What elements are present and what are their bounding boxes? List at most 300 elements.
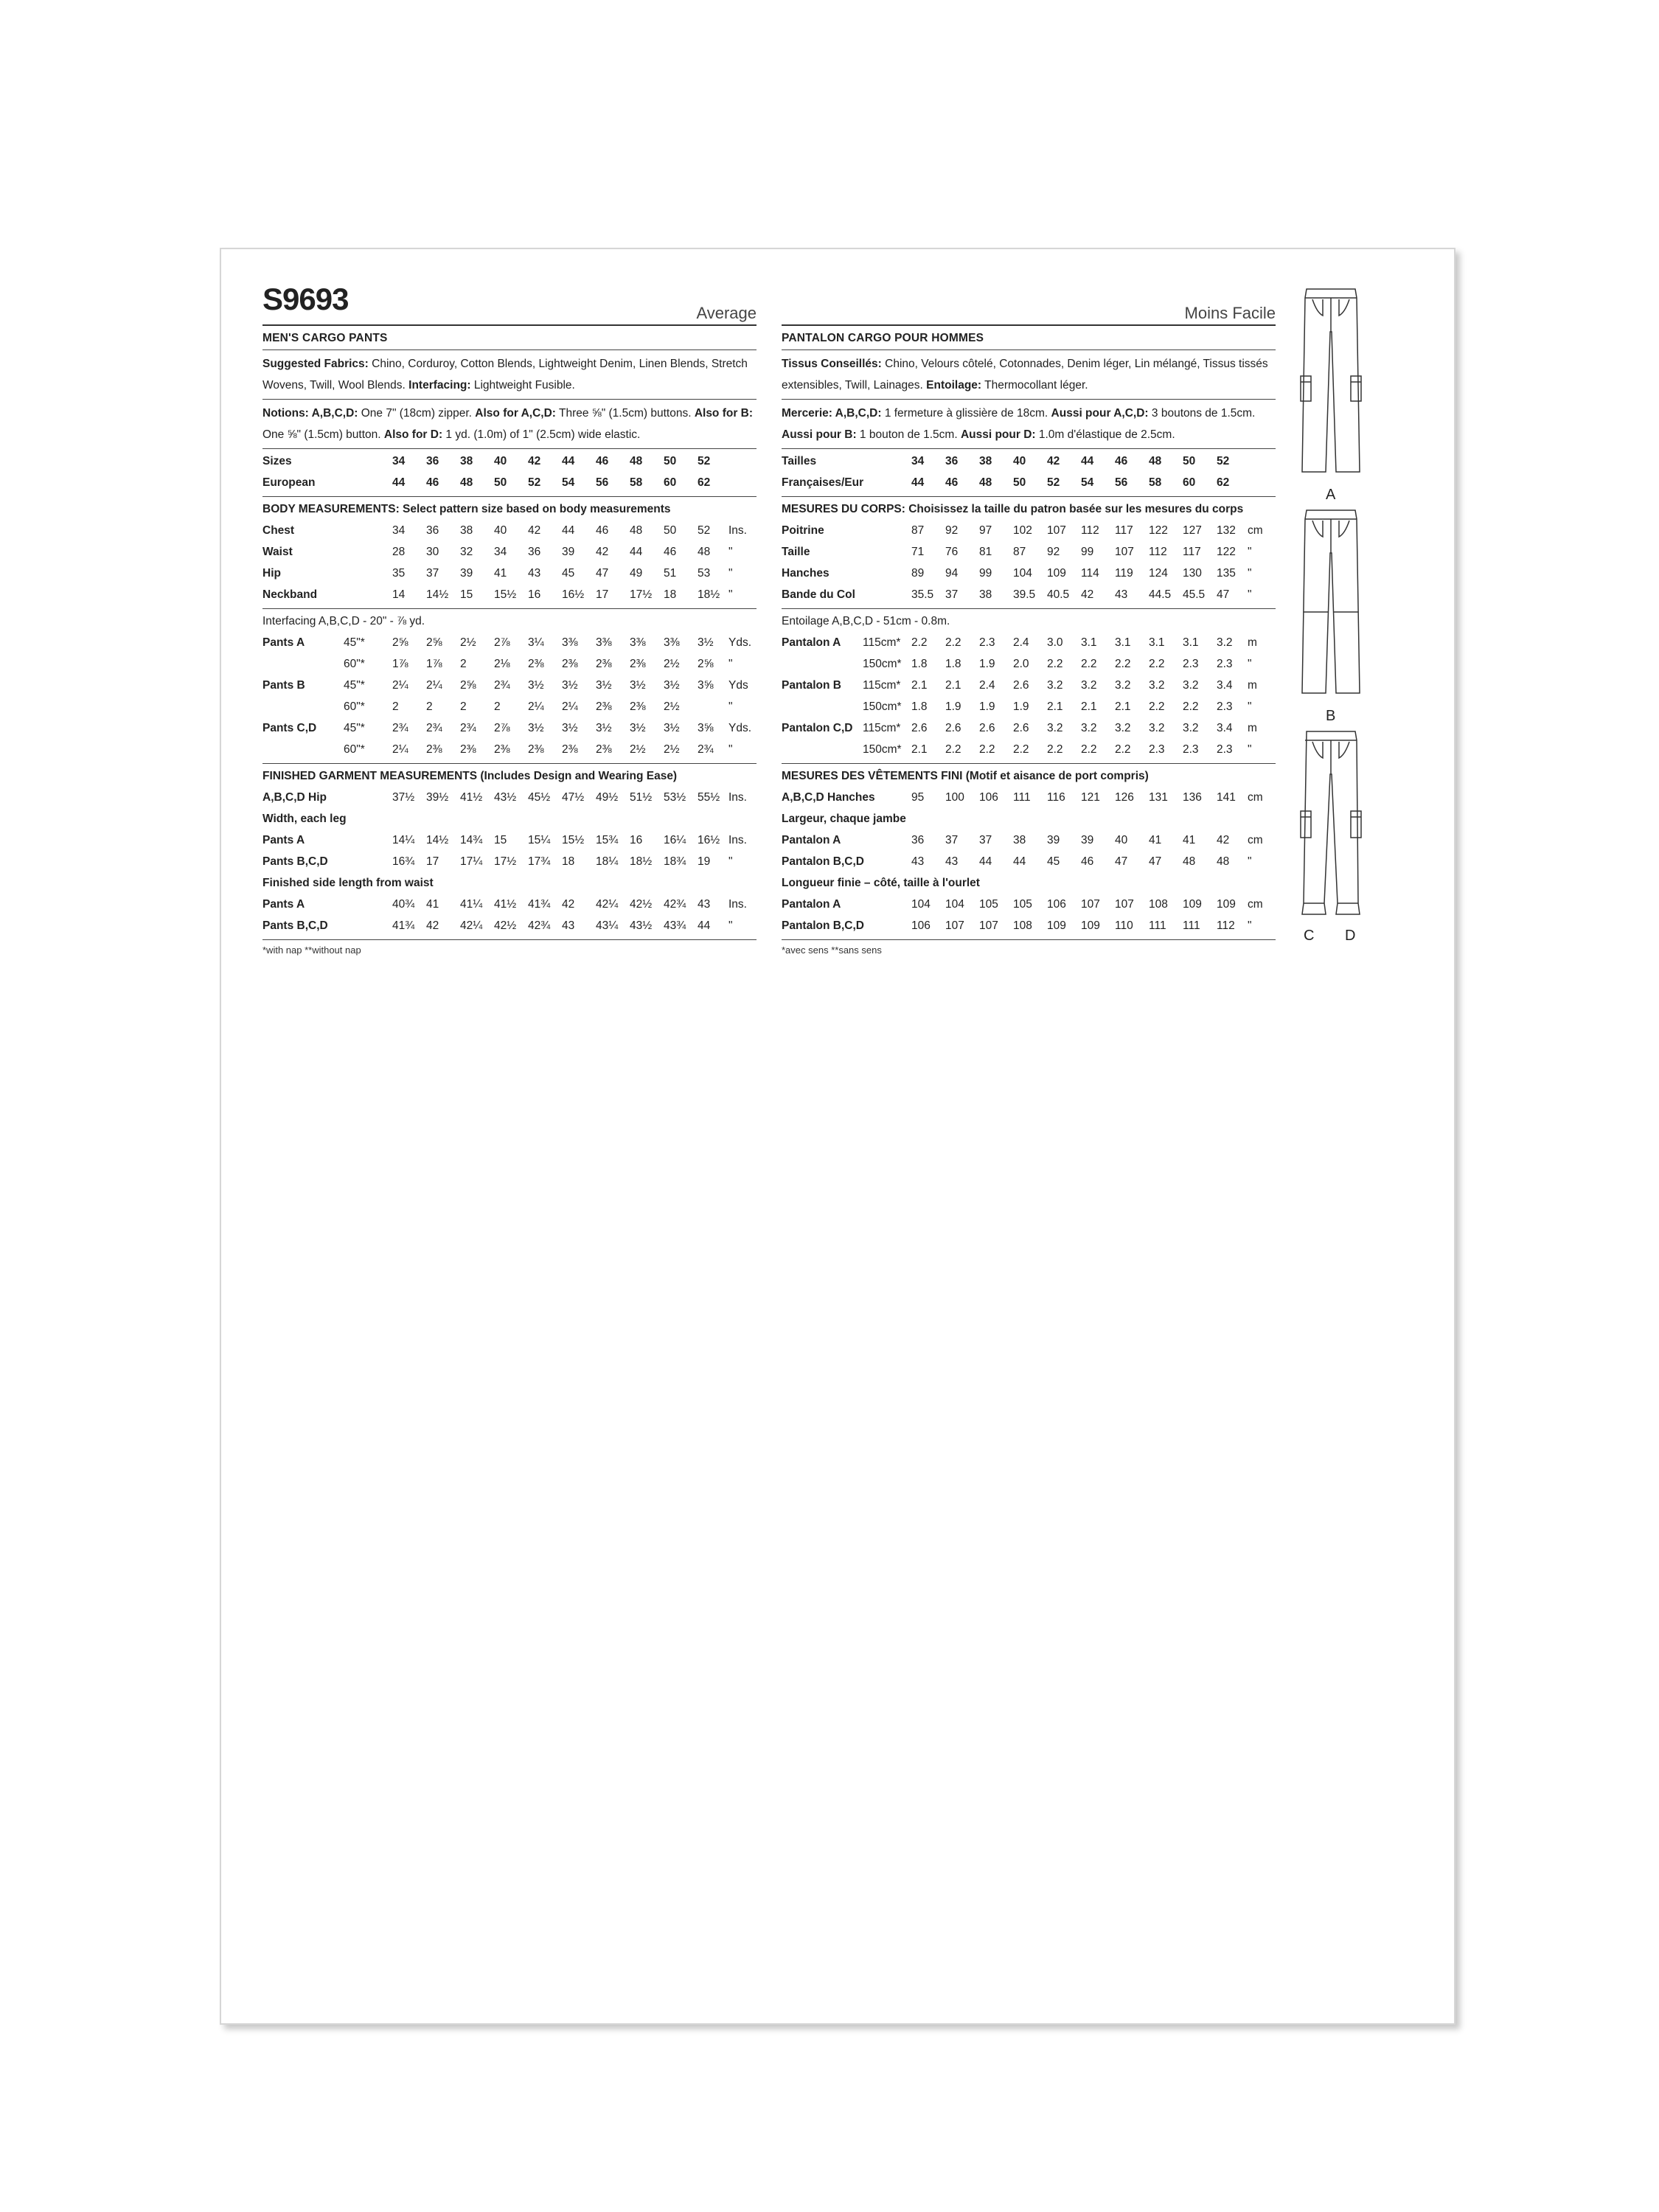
size-value: 36 — [945, 455, 959, 467]
size-value: 42 — [1047, 455, 1060, 467]
cell-value: 2¾ — [460, 722, 476, 734]
cell-value: 40 — [1115, 834, 1128, 846]
fabric-width: 45"* — [344, 679, 365, 692]
cell-value: 37 — [979, 834, 992, 846]
cell-value: 94 — [945, 567, 959, 580]
cell-value: 2⅜ — [562, 743, 578, 756]
row-label: A,B,C,D Hip — [262, 791, 327, 804]
hip-rows-fr — [782, 787, 1276, 808]
cell-value: 3⅜ — [664, 636, 680, 649]
cell-value: 2.2 — [1047, 743, 1063, 756]
cell-value: 2.2 — [1149, 700, 1165, 713]
cell-value: 14½ — [426, 588, 449, 601]
length-rows-fr — [782, 894, 1276, 936]
notions-paragraph — [262, 400, 757, 449]
english-column — [262, 282, 757, 956]
cell-value: 43 — [698, 898, 711, 911]
interfacing-yardage-text: Interfacing A,B,C,D - 20" - ⅞ yd. — [262, 615, 425, 627]
cell-value: 2½ — [630, 743, 646, 756]
size-value: 36 — [426, 455, 439, 467]
interfacing-label: Interfacing: — [408, 379, 471, 392]
cell-value: 2.1 — [1081, 700, 1097, 713]
unit-label: " — [1248, 588, 1252, 601]
cell-value: 43 — [911, 855, 925, 868]
pattern-title-fr: PANTALON CARGO POUR HOMMES — [782, 326, 1276, 350]
cell-value: 39 — [1047, 834, 1060, 846]
row-label: Bande du Col — [782, 588, 855, 601]
cell-value: 107 — [1115, 898, 1134, 911]
cell-value: 135 — [1217, 567, 1236, 580]
table-row — [262, 632, 757, 653]
cell-value: 104 — [1013, 567, 1032, 580]
size-value: 48 — [1149, 455, 1162, 467]
cell-value: 41¼ — [460, 898, 483, 911]
cell-value: 117 — [1115, 524, 1133, 537]
cell-value: 34 — [494, 546, 507, 558]
table-row — [782, 653, 1276, 675]
cell-value: 108 — [1013, 919, 1032, 932]
cell-value: 45 — [562, 567, 575, 580]
fabrics-text: Chino, Corduroy, Cotton Blends, Lightweight Denim, Linen Blends, Stretch Wovens, Twill, Wool Blends. — [262, 358, 748, 392]
cell-value: 1.9 — [945, 700, 961, 713]
cell-value: 40.5 — [1047, 588, 1070, 601]
size-value: 50 — [1183, 455, 1196, 467]
cell-value: 18½ — [630, 855, 653, 868]
cell-value: 2⅝ — [460, 679, 476, 692]
cell-value: 3.2 — [1081, 722, 1097, 734]
cell-value: 3.2 — [1047, 722, 1063, 734]
footnote: *with nap **without nap — [262, 945, 361, 956]
cell-value: 2½ — [664, 700, 680, 713]
cell-value: 3.1 — [1149, 636, 1165, 649]
cell-value: 53 — [698, 567, 711, 580]
notions-paragraph-fr — [782, 400, 1276, 449]
cell-value: 35 — [392, 567, 406, 580]
cell-value: 127 — [1183, 524, 1202, 537]
cell-value: 42¾ — [664, 898, 686, 911]
cell-value: 18½ — [698, 588, 720, 601]
interfacing-text-fr: Thermocollant léger. — [981, 379, 1088, 392]
row-label: Françaises/Eur — [782, 476, 864, 489]
interfacing-yardage-fr — [782, 611, 1276, 632]
fabric-width: 115cm* — [863, 722, 901, 734]
cell-value: 40¾ — [392, 898, 415, 911]
unit-label: cm — [1248, 834, 1263, 846]
cell-value: 2.2 — [1013, 743, 1029, 756]
size-value: 50 — [494, 476, 507, 489]
size-value: 58 — [1149, 476, 1162, 489]
cell-value: 49½ — [596, 791, 619, 804]
sizes-row — [262, 451, 757, 472]
cell-value: 3½ — [630, 679, 646, 692]
cell-value: 2⅝ — [392, 636, 408, 649]
cell-value: 43 — [528, 567, 541, 580]
cell-value: 2.1 — [911, 679, 928, 692]
cell-value: 3.2 — [1115, 679, 1131, 692]
cell-value: 3.2 — [1183, 722, 1199, 734]
fabric-width: 45"* — [344, 722, 365, 734]
cell-value: 1.8 — [911, 700, 928, 713]
cell-value: 39½ — [426, 791, 449, 804]
cell-value: 3½ — [562, 679, 578, 692]
cell-value: 3½ — [562, 722, 578, 734]
cell-value: 121 — [1081, 791, 1100, 804]
interfacing-label-fr: Entoilage: — [926, 379, 982, 392]
row-label: Pants A — [262, 636, 305, 649]
cell-value: 110 — [1115, 919, 1133, 932]
size-value: 60 — [1183, 476, 1196, 489]
table-row — [782, 541, 1276, 563]
cell-value: 17 — [426, 855, 439, 868]
cell-value: 43¾ — [664, 919, 686, 932]
cell-value: 2⅜ — [494, 743, 510, 756]
table-row — [782, 520, 1276, 541]
cell-value: 109 — [1217, 898, 1236, 911]
table-row — [782, 851, 1276, 872]
cell-value: 3.2 — [1149, 679, 1165, 692]
size-value: 62 — [1217, 476, 1230, 489]
size-value: 38 — [460, 455, 473, 467]
cell-value: 43½ — [494, 791, 517, 804]
table-row — [262, 653, 757, 675]
french-column — [782, 288, 1276, 956]
table-row — [262, 851, 757, 872]
cell-value: 2.3 — [1183, 658, 1199, 670]
cell-value: 46 — [1081, 855, 1094, 868]
row-label: Pants A — [262, 898, 305, 911]
unit-label: " — [728, 546, 733, 558]
cell-value: 2¼ — [562, 700, 578, 713]
size-value: 46 — [596, 455, 609, 467]
cell-value: 16¼ — [664, 834, 686, 846]
unit-label: Ins. — [728, 834, 747, 846]
cell-value: 104 — [911, 898, 931, 911]
unit-label: " — [728, 588, 733, 601]
cell-value: 18 — [664, 588, 677, 601]
table-row — [262, 830, 757, 851]
cell-value: 39 — [460, 567, 473, 580]
cell-value: 18¾ — [664, 855, 686, 868]
cell-value: 19 — [698, 855, 711, 868]
unit-label: " — [728, 658, 733, 670]
notions-b-label-fr: Aussi pour B: — [782, 428, 857, 441]
cell-value: 124 — [1149, 567, 1168, 580]
body-measurements-heading-fr: MESURES DU CORPS: Choisissez la taille du patron basée sur les mesures du corps — [782, 503, 1244, 515]
cell-value: 2.2 — [1149, 658, 1165, 670]
cell-value: 44 — [698, 919, 711, 932]
cell-value: 43 — [1115, 588, 1128, 601]
cell-value: 89 — [911, 567, 925, 580]
table-row — [262, 739, 757, 760]
unit-label: cm — [1248, 898, 1263, 911]
cell-value: 41¾ — [528, 898, 551, 911]
table-row — [262, 717, 757, 739]
cell-value: 2⅜ — [528, 658, 544, 670]
cell-value: 2.2 — [1115, 658, 1131, 670]
notions-acd-label-fr: Aussi pour A,C,D: — [1051, 407, 1149, 420]
fabric-yardage-rows-fr — [782, 632, 1276, 760]
cell-value: 43 — [562, 919, 575, 932]
cell-value: 42¾ — [528, 919, 551, 932]
fabric-width: 60"* — [344, 700, 365, 713]
cell-value: 132 — [1217, 524, 1236, 537]
cell-value: 81 — [979, 546, 992, 558]
row-label: Taille — [782, 546, 810, 558]
size-value: 52 — [528, 476, 541, 489]
cell-value: 2.4 — [979, 679, 995, 692]
cell-value: 15¾ — [596, 834, 619, 846]
table-row — [262, 584, 757, 605]
cell-value: 36 — [528, 546, 541, 558]
cell-value: 2⅛ — [494, 658, 510, 670]
fabric-width: 45"* — [344, 636, 365, 649]
unit-label: cm — [1248, 791, 1263, 804]
cell-value: 3.2 — [1149, 722, 1165, 734]
cell-value: 49 — [630, 567, 643, 580]
cell-value: 47½ — [562, 791, 585, 804]
cell-value: 126 — [1115, 791, 1134, 804]
unit-label: Yds. — [728, 722, 752, 734]
body-measurements-rows — [262, 520, 757, 605]
cell-value: 2¼ — [392, 743, 408, 756]
row-label: Pantalon A — [782, 636, 841, 649]
cell-value: 34 — [392, 524, 406, 537]
size-value: 46 — [426, 476, 439, 489]
finished-measurements-heading-fr: MESURES DES VÊTEMENTS FINI (Motif et aisance de port compris) — [782, 770, 1149, 782]
cell-value: 2 — [460, 700, 467, 713]
size-value: 44 — [562, 455, 575, 467]
cell-value: 43¼ — [596, 919, 619, 932]
notions-label-fr: Mercerie: A,B,C,D: — [782, 407, 882, 420]
cell-value: 2¼ — [392, 679, 408, 692]
length-heading-fr — [782, 872, 1276, 894]
notions-text-fr: 1 fermeture à glissière de 18cm. — [881, 407, 1051, 420]
cell-value: 40 — [494, 524, 507, 537]
body-measurements-rows-fr — [782, 520, 1276, 605]
cell-value: 2.1 — [1047, 700, 1063, 713]
row-label: Pantalon C,D — [782, 722, 853, 734]
unit-label: " — [1248, 546, 1252, 558]
cell-value: 42¼ — [460, 919, 483, 932]
cell-value: 16¾ — [392, 855, 415, 868]
difficulty-level: Average — [696, 304, 757, 322]
cell-value: 41 — [426, 898, 439, 911]
size-value: 62 — [698, 476, 711, 489]
cell-value: 1.9 — [979, 700, 995, 713]
width-heading — [262, 808, 757, 830]
cell-value: 2.3 — [1149, 743, 1165, 756]
cell-value: 37½ — [392, 791, 415, 804]
cell-value: 42½ — [630, 898, 653, 911]
unit-label: cm — [1248, 524, 1263, 537]
cell-value: 3⅝ — [698, 679, 714, 692]
cell-value: 3½ — [596, 722, 612, 734]
cell-value: 17¼ — [460, 855, 483, 868]
cell-value: 42 — [596, 546, 609, 558]
cell-value: 2.2 — [945, 743, 961, 756]
table-row — [262, 915, 757, 936]
cell-value: 95 — [911, 791, 925, 804]
notions-d-label-fr: Aussi pour D: — [960, 428, 1036, 441]
cell-value: 2.1 — [911, 743, 928, 756]
cell-value: 3½ — [664, 679, 680, 692]
notions-b-label: Also for B: — [694, 407, 754, 420]
notions-b-text: One ⅝" (1.5cm) button. — [262, 428, 384, 441]
cell-value: 15 — [460, 588, 473, 601]
unit-label: Yds — [728, 679, 748, 692]
cell-value: 36 — [426, 524, 439, 537]
cell-value: 122 — [1217, 546, 1236, 558]
cell-value: 2¾ — [698, 743, 714, 756]
cell-value: 2⅜ — [562, 658, 578, 670]
row-label: Waist — [262, 546, 293, 558]
cell-value: 38 — [460, 524, 473, 537]
cell-value: 37 — [945, 834, 959, 846]
size-value: 54 — [562, 476, 575, 489]
cell-value: 2.1 — [1115, 700, 1131, 713]
cell-value: 2.3 — [1183, 743, 1199, 756]
view-b-label: B — [1326, 708, 1336, 724]
cell-value: 108 — [1149, 898, 1168, 911]
cell-value: 3.0 — [1047, 636, 1063, 649]
cell-value: 106 — [911, 919, 931, 932]
cell-value: 2¾ — [392, 722, 408, 734]
cell-value: 112 — [1081, 524, 1099, 537]
hip-rows — [262, 787, 757, 808]
cell-value: 16 — [528, 588, 541, 601]
cell-value: 42 — [528, 524, 541, 537]
cell-value: 2¼ — [528, 700, 544, 713]
fabric-yardage-block — [262, 609, 757, 764]
cell-value: 16½ — [562, 588, 585, 601]
cell-value: 44.5 — [1149, 588, 1172, 601]
cell-value: 2½ — [664, 743, 680, 756]
size-value: 44 — [392, 476, 406, 489]
size-value: 52 — [698, 455, 711, 467]
table-row — [782, 563, 1276, 584]
cell-value: 107 — [979, 919, 998, 932]
cell-value: 45½ — [528, 791, 551, 804]
notions-d-text: 1 yd. (1.0m) of 1" (2.5cm) wide elastic. — [442, 428, 641, 441]
interfacing-yardage-text-fr: Entoilage A,B,C,D - 51cm - 0.8m. — [782, 615, 950, 627]
cell-value: 92 — [1047, 546, 1060, 558]
unit-label: " — [1248, 700, 1252, 713]
cell-value: 107 — [1081, 898, 1100, 911]
cell-value: 2.6 — [1013, 722, 1029, 734]
size-value: 54 — [1081, 476, 1094, 489]
cell-value: 42 — [426, 919, 439, 932]
body-measurements-heading: BODY MEASUREMENTS: Select pattern size based on body measurements — [262, 503, 671, 515]
cell-value: 2⅜ — [630, 700, 646, 713]
cell-value: 2.6 — [911, 722, 928, 734]
fabric-yardage-rows — [262, 632, 757, 760]
cell-value: 99 — [1081, 546, 1094, 558]
cell-value: 48 — [630, 524, 643, 537]
table-row — [262, 520, 757, 541]
cell-value: 47 — [596, 567, 609, 580]
cell-value: 39 — [1081, 834, 1094, 846]
cell-value: 109 — [1183, 898, 1202, 911]
size-value: 58 — [630, 476, 643, 489]
cell-value: 15¼ — [528, 834, 551, 846]
table-row — [782, 675, 1276, 696]
cell-value: 47 — [1115, 855, 1128, 868]
cell-value: 2⅜ — [630, 658, 646, 670]
cell-value: 42¼ — [596, 898, 619, 911]
cell-value: 30 — [426, 546, 439, 558]
length-heading-text-fr: Longueur finie – côté, taille à l'ourlet — [782, 877, 980, 889]
row-label: Pants C,D — [262, 722, 317, 734]
finished-measurements-heading: FINISHED GARMENT MEASUREMENTS (Includes Design and Wearing Ease) — [262, 770, 678, 782]
view-d-label: D — [1345, 928, 1356, 944]
cell-value: 41 — [1183, 834, 1196, 846]
table-row — [262, 541, 757, 563]
width-heading-text: Width, each leg — [262, 813, 347, 825]
cell-value: 17¾ — [528, 855, 551, 868]
table-row — [782, 830, 1276, 851]
cell-value: 3⅜ — [630, 636, 646, 649]
cell-value: 3.1 — [1183, 636, 1199, 649]
cell-value: 122 — [1149, 524, 1168, 537]
size-value: 48 — [979, 476, 992, 489]
size-value: 34 — [911, 455, 925, 467]
cell-value: 2.4 — [1013, 636, 1029, 649]
size-value: 60 — [664, 476, 677, 489]
sizes-block — [262, 449, 757, 497]
cell-value: 111 — [1013, 791, 1031, 804]
notions-acd-label: Also for A,C,D: — [475, 407, 556, 420]
table-row — [782, 584, 1276, 605]
size-value: 34 — [392, 455, 406, 467]
unit-label: " — [728, 919, 733, 932]
cell-value: 15½ — [494, 588, 517, 601]
cell-value: 46 — [664, 546, 677, 558]
cell-value: 17 — [596, 588, 609, 601]
width-rows — [262, 830, 757, 872]
cell-value: 3⅝ — [698, 722, 714, 734]
cell-value: 3.2 — [1217, 636, 1233, 649]
cell-value: 109 — [1047, 567, 1066, 580]
pattern-envelope-back — [220, 248, 1455, 2025]
row-label: Pants B,C,D — [262, 855, 328, 868]
cell-value: 2⅝ — [698, 658, 714, 670]
size-value: 42 — [528, 455, 541, 467]
row-label: Poitrine — [782, 524, 824, 537]
cell-value: 1.8 — [911, 658, 928, 670]
cell-value: 14¾ — [460, 834, 483, 846]
row-label: Chest — [262, 524, 295, 537]
cell-value: 45 — [1047, 855, 1060, 868]
row-label: Pants B,C,D — [262, 919, 328, 932]
cell-value: 109 — [1047, 919, 1066, 932]
cell-value: 76 — [945, 546, 959, 558]
cell-value: 28 — [392, 546, 406, 558]
cell-value: 2¼ — [426, 679, 442, 692]
size-value: 48 — [630, 455, 643, 467]
body-measurements-block — [262, 497, 757, 609]
notions-label: Notions: A,B,C,D: — [262, 407, 358, 420]
cell-value: 2.2 — [1081, 743, 1097, 756]
cell-value: 100 — [945, 791, 964, 804]
cell-value: 3½ — [528, 722, 544, 734]
table-row — [262, 563, 757, 584]
cell-value: 2.3 — [1217, 658, 1233, 670]
cell-value: 44 — [630, 546, 643, 558]
cell-value: 2⅜ — [596, 743, 612, 756]
cell-value: 2½ — [460, 636, 476, 649]
unit-label: " — [728, 700, 733, 713]
cell-value: 109 — [1081, 919, 1100, 932]
